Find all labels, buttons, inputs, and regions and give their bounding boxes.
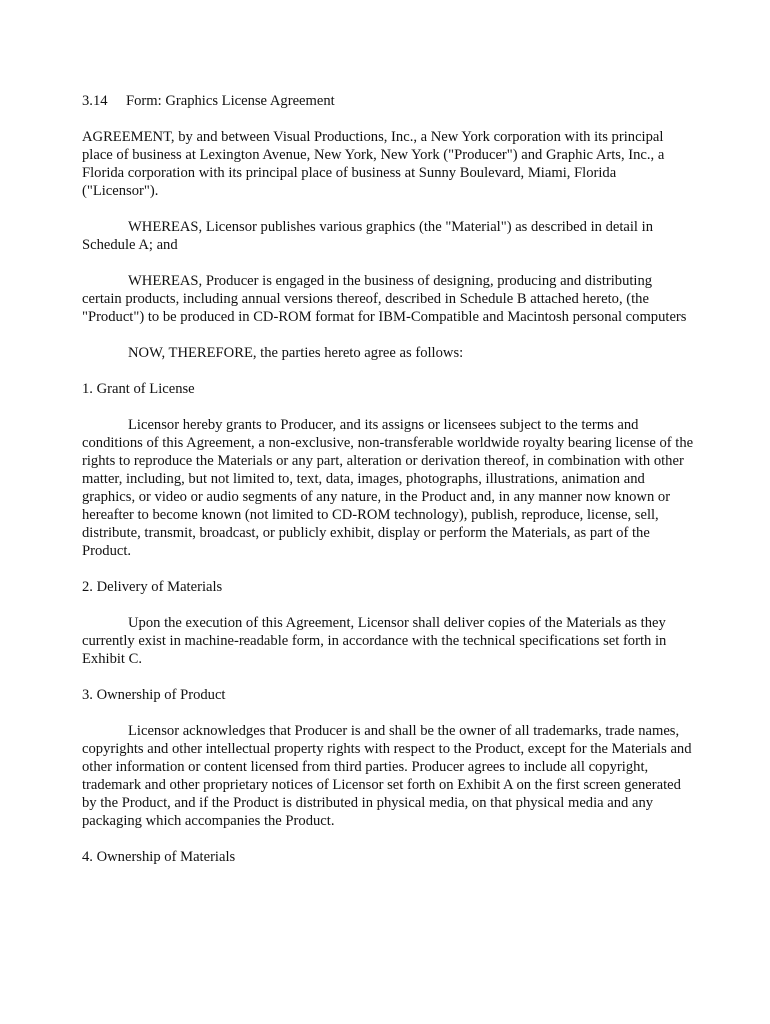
section-title [82, 92, 694, 110]
heading-grant-of-license: 1. Grant of License [82, 381, 195, 397]
body-ownership-of-product: Licensor acknowledges that Producer is and shall be the owner of all trademarks, trade names, copyrights and other intellectual property rights with respect to the Product, except for the Materials and other information or content licensed from third parties. Producer agrees to include all copyright, trademark and other proprietary notices of Licensor set forth on Exhibit A on the first screen generated by the Product, and if the Product is distributed in physical media, on that physical media and any packaging which accompanies the Product. [82, 723, 692, 829]
whereas-paragraph-1: WHEREAS, Licensor publishes various graphics (the "Material") as described in detail in Schedule A; and [82, 219, 653, 253]
section-number: 3.14 [82, 93, 108, 109]
section-title-text: Form: Graphics License Agreement [126, 93, 335, 109]
heading-ownership-of-product: 3. Ownership of Product [82, 687, 226, 703]
body-delivery-of-materials: Upon the execution of this Agreement, Licensor shall deliver copies of the Materials as they currently exist in machine-readable form, in accordance with the technical specifications set forth in Exhibit C. [82, 615, 667, 667]
heading-ownership-of-materials: 4. Ownership of Materials [82, 849, 236, 865]
document-page [82, 92, 694, 884]
now-therefore-paragraph: NOW, THEREFORE, the parties hereto agree as follows: [128, 345, 464, 361]
heading-delivery-of-materials: 2. Delivery of Materials [82, 579, 223, 595]
body-grant-of-license: Licensor hereby grants to Producer, and its assigns or licensees subject to the terms and conditions of this Agreement, a non-exclusive, non-transferable worldwide royalty bearing license of the rights to reproduce the Materials or any part, alteration or derivation thereof, in combination with other matter, including, but not limited to, text, data, images, photographs, illustrations, animation and graphics, or video or audio segments of any nature, in the Product and, in any manner now known or hereafter to become known (not limited to CD-ROM technology), publish, reproduce, license, sell, distribute, transmit, broadcast, or publicly exhibit, display or perform the Materials, as part of the Product. [82, 417, 694, 559]
whereas-paragraph-2: WHEREAS, Producer is engaged in the business of designing, producing and distributing certain products, including annual versions thereof, described in Schedule B attached hereto, (the "Product") to be produced in CD-ROM format for IBM-Compatible and Macintosh personal computers [82, 273, 687, 325]
intro-paragraph: AGREEMENT, by and between Visual Productions, Inc., a New York corporation with its principal place of business at Lexington Avenue, New York, New York ("Producer") and Graphic Arts, Inc., a Florida corporation with its principal place of business at Sunny Boulevard, Miami, Florida ("Licensor"). [82, 129, 665, 199]
